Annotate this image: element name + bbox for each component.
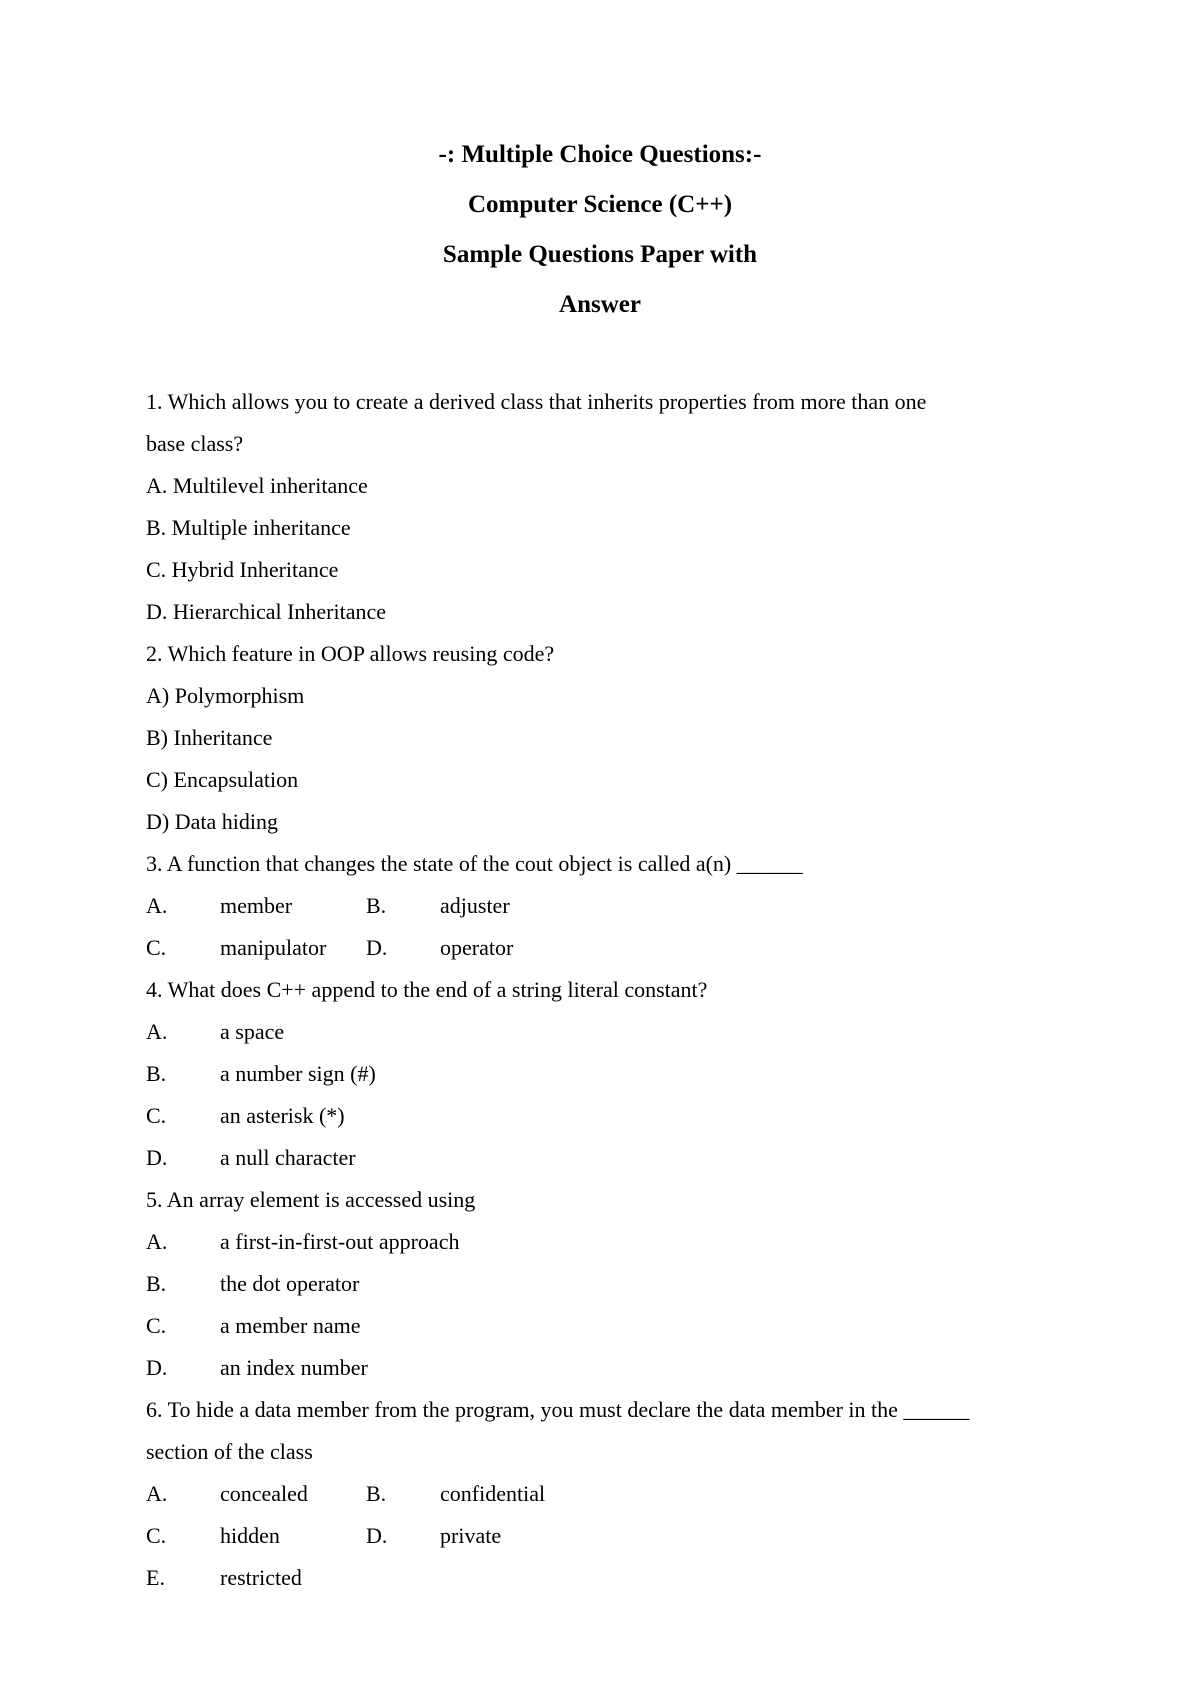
question-3-option-row [146, 885, 1066, 927]
question-5-option-d [146, 1347, 1066, 1389]
question-6-option-row [146, 1515, 1066, 1557]
option-text: manipulator [220, 935, 327, 960]
option-text: adjuster [440, 893, 510, 918]
question-6-option-row [146, 1473, 1066, 1515]
question-2-option-c: C) Encapsulation [146, 767, 299, 792]
question-1-option-d: D. Hierarchical Inheritance [146, 599, 387, 624]
option-letter: A. [146, 893, 168, 918]
option-letter: B. [366, 1481, 387, 1506]
option-letter: A. [146, 1481, 168, 1506]
question-1-option-c: C. Hybrid Inheritance [146, 557, 339, 582]
question-2-option-d: D) Data hiding [146, 809, 278, 834]
question-1-option-b: B. Multiple inheritance [146, 515, 351, 540]
option-text: private [440, 1523, 502, 1548]
option-letter: E. [146, 1565, 165, 1590]
option-text: confidential [440, 1481, 546, 1506]
option-letter: D. [146, 1145, 168, 1170]
option-text: a first-in-first-out approach [220, 1229, 460, 1254]
option-letter: B. [146, 1271, 167, 1296]
question-4-option-b [146, 1053, 1066, 1095]
question-5-option-c [146, 1305, 1066, 1347]
option-text: a null character [220, 1145, 356, 1170]
header-line-4: Answer [559, 291, 641, 318]
question-2-option-b: B) Inheritance [146, 725, 273, 750]
question-5-text: 5. An array element is accessed using [146, 1187, 476, 1212]
question-4-text: 4. What does C++ append to the end of a string literal constant? [146, 977, 708, 1002]
option-letter: C. [146, 935, 167, 960]
question-5-option-b [146, 1263, 1066, 1305]
question-4-option-a [146, 1011, 1066, 1053]
question-1-text-line-1: 1. Which allows you to create a derived class that inherits properties from more than one [146, 389, 927, 414]
option-letter: A. [146, 1019, 168, 1044]
option-letter: B. [366, 893, 387, 918]
option-text: a member name [220, 1313, 361, 1338]
header-line-3: Sample Questions Paper with [442, 241, 758, 268]
option-text: a space [220, 1019, 285, 1044]
question-4-option-c [146, 1095, 1066, 1137]
option-text: an index number [220, 1355, 368, 1380]
question-6-option-row [146, 1557, 1066, 1599]
option-text: member [220, 893, 293, 918]
option-letter: A. [146, 1229, 168, 1254]
option-text: a number sign (#) [220, 1061, 376, 1086]
option-letter: D. [366, 1523, 388, 1548]
option-text: an asterisk (*) [220, 1103, 345, 1128]
option-text: concealed [220, 1481, 308, 1506]
option-letter: B. [146, 1061, 167, 1086]
option-text: hidden [220, 1523, 280, 1548]
header-line-1: -: Multiple Choice Questions:- [438, 141, 762, 168]
question-1-text-line-2: base class? [146, 431, 244, 456]
option-letter: D. [146, 1355, 168, 1380]
question-4-option-d [146, 1137, 1066, 1179]
option-letter: D. [366, 935, 388, 960]
option-letter: C. [146, 1103, 167, 1128]
question-3-text: 3. A function that changes the state of the cout object is called a(n) ______ [146, 851, 803, 876]
option-letter: C. [146, 1523, 167, 1548]
question-3-option-row [146, 927, 1066, 969]
question-6-text-line-1: 6. To hide a data member from the program, you must declare the data member in the ______ [146, 1397, 970, 1422]
document-header [0, 140, 1200, 340]
option-text: the dot operator [220, 1271, 360, 1296]
question-2-option-a: A) Polymorphism [146, 683, 305, 708]
question-1-option-a: A. Multilevel inheritance [146, 473, 368, 498]
questions-body [146, 381, 1066, 1599]
question-5-option-a [146, 1221, 1066, 1263]
option-text: restricted [220, 1565, 302, 1590]
option-letter: C. [146, 1313, 167, 1338]
question-2-text: 2. Which feature in OOP allows reusing code? [146, 641, 555, 666]
question-6-text-line-2: section of the class [146, 1439, 313, 1464]
header-line-2: Computer Science (C++) [467, 191, 733, 218]
option-text: operator [440, 935, 514, 960]
